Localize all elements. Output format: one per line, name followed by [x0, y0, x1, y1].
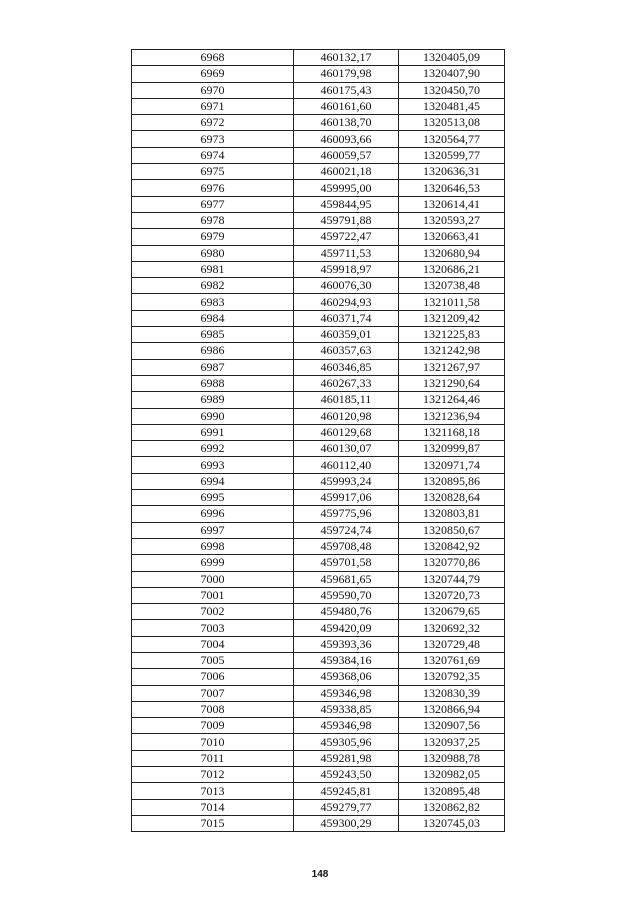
table-row: [132, 685, 505, 701]
y-coordinate-cell: 1321011,58: [399, 294, 505, 310]
table-row: [132, 604, 505, 620]
point-number-cell: 6975: [132, 164, 294, 180]
table-row: [132, 815, 505, 831]
x-coordinate-cell: 459701,58: [294, 555, 399, 571]
point-number-cell: 7010: [132, 734, 294, 750]
table-row: [132, 66, 505, 82]
y-coordinate-cell: 1320830,39: [399, 685, 505, 701]
point-number-cell: 6974: [132, 147, 294, 163]
x-coordinate-cell: 460021,18: [294, 164, 399, 180]
y-coordinate-cell: 1320850,67: [399, 522, 505, 538]
y-coordinate-cell: 1320564,77: [399, 131, 505, 147]
table-row: [132, 375, 505, 391]
x-coordinate-cell: 459384,16: [294, 652, 399, 668]
y-coordinate-cell: 1320450,70: [399, 82, 505, 98]
y-coordinate-cell: 1320593,27: [399, 212, 505, 228]
point-number-cell: 7004: [132, 636, 294, 652]
point-number-cell: 6969: [132, 66, 294, 82]
y-coordinate-cell: 1320738,48: [399, 278, 505, 294]
point-number-cell: 6981: [132, 261, 294, 277]
y-coordinate-cell: 1320761,69: [399, 652, 505, 668]
table-row: [132, 522, 505, 538]
point-number-cell: 6980: [132, 245, 294, 261]
y-coordinate-cell: 1320481,45: [399, 98, 505, 114]
x-coordinate-cell: 459420,09: [294, 620, 399, 636]
y-coordinate-cell: 1320680,94: [399, 245, 505, 261]
x-coordinate-cell: 459346,98: [294, 718, 399, 734]
x-coordinate-cell: 459995,00: [294, 180, 399, 196]
table-row: [132, 98, 505, 114]
table-row: [132, 555, 505, 571]
y-coordinate-cell: 1320895,86: [399, 473, 505, 489]
table-row: [132, 261, 505, 277]
y-coordinate-cell: 1320679,65: [399, 604, 505, 620]
y-coordinate-cell: 1320513,08: [399, 115, 505, 131]
table-row: [132, 571, 505, 587]
y-coordinate-cell: 1320937,25: [399, 734, 505, 750]
y-coordinate-cell: 1321168,18: [399, 424, 505, 440]
x-coordinate-cell: 460130,07: [294, 441, 399, 457]
y-coordinate-cell: 1320599,77: [399, 147, 505, 163]
y-coordinate-cell: 1320636,31: [399, 164, 505, 180]
table-row: [132, 196, 505, 212]
point-number-cell: 7009: [132, 718, 294, 734]
x-coordinate-cell: 460359,01: [294, 327, 399, 343]
table-row: [132, 310, 505, 326]
x-coordinate-cell: 460294,93: [294, 294, 399, 310]
y-coordinate-cell: 1320720,73: [399, 587, 505, 603]
y-coordinate-cell: 1320692,32: [399, 620, 505, 636]
y-coordinate-cell: 1320803,81: [399, 506, 505, 522]
table-row: [132, 131, 505, 147]
x-coordinate-cell: 460357,63: [294, 343, 399, 359]
table-row: [132, 799, 505, 815]
x-coordinate-cell: 460129,68: [294, 424, 399, 440]
y-coordinate-cell: 1320792,35: [399, 669, 505, 685]
point-number-cell: 6988: [132, 375, 294, 391]
table-row: [132, 294, 505, 310]
table-row: [132, 620, 505, 636]
table-row: [132, 669, 505, 685]
table-row: [132, 115, 505, 131]
coordinates-table: [131, 49, 505, 832]
point-number-cell: 6984: [132, 310, 294, 326]
y-coordinate-cell: 1320744,79: [399, 571, 505, 587]
x-coordinate-cell: 459305,96: [294, 734, 399, 750]
x-coordinate-cell: 459279,77: [294, 799, 399, 815]
x-coordinate-cell: 459681,65: [294, 571, 399, 587]
point-number-cell: 6968: [132, 50, 294, 66]
y-coordinate-cell: 1320842,92: [399, 538, 505, 554]
table-row: [132, 245, 505, 261]
y-coordinate-cell: 1321267,97: [399, 359, 505, 375]
table-row: [132, 473, 505, 489]
page-number: 148: [311, 869, 329, 880]
x-coordinate-cell: 460267,33: [294, 375, 399, 391]
point-number-cell: 6983: [132, 294, 294, 310]
y-coordinate-cell: 1320866,94: [399, 701, 505, 717]
table-row: [132, 734, 505, 750]
x-coordinate-cell: 459346,98: [294, 685, 399, 701]
y-coordinate-cell: 1321236,94: [399, 408, 505, 424]
y-coordinate-cell: 1320745,03: [399, 815, 505, 831]
table-row: [132, 718, 505, 734]
point-number-cell: 6990: [132, 408, 294, 424]
point-number-cell: 7005: [132, 652, 294, 668]
x-coordinate-cell: 459722,47: [294, 229, 399, 245]
y-coordinate-cell: 1321290,64: [399, 375, 505, 391]
x-coordinate-cell: 459300,29: [294, 815, 399, 831]
y-coordinate-cell: 1320895,48: [399, 783, 505, 799]
point-number-cell: 6992: [132, 441, 294, 457]
point-number-cell: 7013: [132, 783, 294, 799]
y-coordinate-cell: 1320770,86: [399, 555, 505, 571]
x-coordinate-cell: 459393,36: [294, 636, 399, 652]
point-number-cell: 6997: [132, 522, 294, 538]
x-coordinate-cell: 460161,60: [294, 98, 399, 114]
x-coordinate-cell: 460059,57: [294, 147, 399, 163]
x-coordinate-cell: 460132,17: [294, 50, 399, 66]
y-coordinate-cell: 1320614,41: [399, 196, 505, 212]
table-row: [132, 392, 505, 408]
point-number-cell: 7001: [132, 587, 294, 603]
table-row: [132, 327, 505, 343]
table-row: [132, 783, 505, 799]
x-coordinate-cell: 459590,70: [294, 587, 399, 603]
point-number-cell: 6994: [132, 473, 294, 489]
point-number-cell: 6993: [132, 457, 294, 473]
y-coordinate-cell: 1321225,83: [399, 327, 505, 343]
x-coordinate-cell: 459993,24: [294, 473, 399, 489]
table-row: [132, 750, 505, 766]
x-coordinate-cell: 460179,98: [294, 66, 399, 82]
x-coordinate-cell: 460175,43: [294, 82, 399, 98]
table-row: [132, 652, 505, 668]
point-number-cell: 6985: [132, 327, 294, 343]
y-coordinate-cell: 1320729,48: [399, 636, 505, 652]
x-coordinate-cell: 459791,88: [294, 212, 399, 228]
x-coordinate-cell: 459711,53: [294, 245, 399, 261]
x-coordinate-cell: 460346,85: [294, 359, 399, 375]
table-row: [132, 538, 505, 554]
point-number-cell: 7012: [132, 767, 294, 783]
table-row: [132, 587, 505, 603]
x-coordinate-cell: 460138,70: [294, 115, 399, 131]
point-number-cell: 6970: [132, 82, 294, 98]
table-row: [132, 636, 505, 652]
table-row: [132, 278, 505, 294]
y-coordinate-cell: 1320862,82: [399, 799, 505, 815]
y-coordinate-cell: 1320686,21: [399, 261, 505, 277]
x-coordinate-cell: 459844,95: [294, 196, 399, 212]
x-coordinate-cell: 460076,30: [294, 278, 399, 294]
y-coordinate-cell: 1320663,41: [399, 229, 505, 245]
y-coordinate-cell: 1321264,46: [399, 392, 505, 408]
table-row: [132, 343, 505, 359]
point-number-cell: 7006: [132, 669, 294, 685]
table-row: [132, 767, 505, 783]
x-coordinate-cell: 459775,96: [294, 506, 399, 522]
point-number-cell: 7015: [132, 815, 294, 831]
table-row: [132, 408, 505, 424]
table-row: [132, 441, 505, 457]
point-number-cell: 7011: [132, 750, 294, 766]
x-coordinate-cell: 459480,76: [294, 604, 399, 620]
table-row: [132, 212, 505, 228]
point-number-cell: 6998: [132, 538, 294, 554]
table-row: [132, 50, 505, 66]
x-coordinate-cell: 459281,98: [294, 750, 399, 766]
point-number-cell: 6978: [132, 212, 294, 228]
table-row: [132, 457, 505, 473]
table-row: [132, 164, 505, 180]
table-row: [132, 180, 505, 196]
x-coordinate-cell: 459724,74: [294, 522, 399, 538]
table-row: [132, 147, 505, 163]
point-number-cell: 6979: [132, 229, 294, 245]
y-coordinate-cell: 1320646,53: [399, 180, 505, 196]
y-coordinate-cell: 1320907,56: [399, 718, 505, 734]
point-number-cell: 6972: [132, 115, 294, 131]
y-coordinate-cell: 1320988,78: [399, 750, 505, 766]
x-coordinate-cell: 459338,85: [294, 701, 399, 717]
point-number-cell: 6971: [132, 98, 294, 114]
x-coordinate-cell: 459245,81: [294, 783, 399, 799]
x-coordinate-cell: 459368,06: [294, 669, 399, 685]
point-number-cell: 6989: [132, 392, 294, 408]
point-number-cell: 6995: [132, 490, 294, 506]
table-row: [132, 490, 505, 506]
table-row: [132, 359, 505, 375]
point-number-cell: 7008: [132, 701, 294, 717]
x-coordinate-cell: 460093,66: [294, 131, 399, 147]
y-coordinate-cell: 1321242,98: [399, 343, 505, 359]
point-number-cell: 6987: [132, 359, 294, 375]
point-number-cell: 6973: [132, 131, 294, 147]
y-coordinate-cell: 1320828,64: [399, 490, 505, 506]
point-number-cell: 7002: [132, 604, 294, 620]
table-row: [132, 82, 505, 98]
x-coordinate-cell: 459243,50: [294, 767, 399, 783]
point-number-cell: 6999: [132, 555, 294, 571]
point-number-cell: 6977: [132, 196, 294, 212]
table-row: [132, 701, 505, 717]
x-coordinate-cell: 460185,11: [294, 392, 399, 408]
point-number-cell: 7014: [132, 799, 294, 815]
point-number-cell: 6986: [132, 343, 294, 359]
point-number-cell: 7000: [132, 571, 294, 587]
y-coordinate-cell: 1321209,42: [399, 310, 505, 326]
y-coordinate-cell: 1320971,74: [399, 457, 505, 473]
table-row: [132, 229, 505, 245]
x-coordinate-cell: 460112,40: [294, 457, 399, 473]
y-coordinate-cell: 1320999,87: [399, 441, 505, 457]
point-number-cell: 7003: [132, 620, 294, 636]
x-coordinate-cell: 460120,98: [294, 408, 399, 424]
y-coordinate-cell: 1320982,05: [399, 767, 505, 783]
table-row: [132, 424, 505, 440]
x-coordinate-cell: 459917,06: [294, 490, 399, 506]
y-coordinate-cell: 1320407,90: [399, 66, 505, 82]
y-coordinate-cell: 1320405,09: [399, 50, 505, 66]
point-number-cell: 6976: [132, 180, 294, 196]
point-number-cell: 6991: [132, 424, 294, 440]
x-coordinate-cell: 459708,48: [294, 538, 399, 554]
point-number-cell: 6996: [132, 506, 294, 522]
point-number-cell: 7007: [132, 685, 294, 701]
table-row: [132, 506, 505, 522]
point-number-cell: 6982: [132, 278, 294, 294]
x-coordinate-cell: 460371,74: [294, 310, 399, 326]
x-coordinate-cell: 459918,97: [294, 261, 399, 277]
coordinates-table-body: [132, 50, 505, 832]
